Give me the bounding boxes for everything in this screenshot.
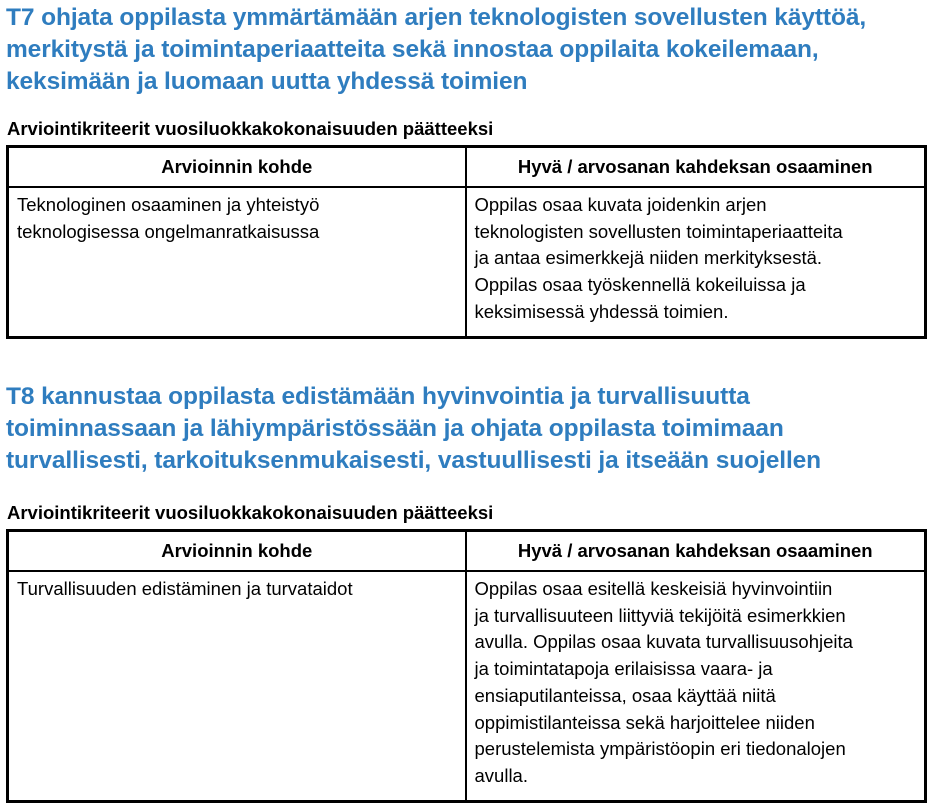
table-row [8, 571, 926, 801]
cell-line: perustelemista ympäristöopin eri tiedonalojen [474, 738, 846, 760]
cell-line: avulla. Oppilas osaa kuvata turvallisuusohjeita [474, 631, 853, 653]
cell-line: keksimisessä yhdessä toimien. [474, 300, 729, 322]
cell-line: Oppilas osaa kuvata joidenkin arjen [474, 194, 767, 215]
goal-heading-line: keksimään ja luomaan uutta yhdessä toimien [6, 68, 528, 95]
table-header-row [8, 531, 926, 572]
goal-heading-line: T8 kannustaa oppilasta edistämään hyvinvointia ja turvallisuutta [6, 383, 750, 410]
column-header-kohde: Arvioinnin kohde [8, 147, 466, 188]
cell-line: teknologisten sovellusten toimintaperiaatteita [474, 220, 843, 242]
cell-kohde [8, 571, 466, 801]
cell-osaaminen [466, 187, 926, 337]
cell-line: oppimistilanteissa sekä harjoittelee niiden [474, 711, 815, 733]
column-header-osaaminen: Hyvä / arvosanan kahdeksan osaaminen [466, 147, 926, 188]
cell-line: ja turvallisuuteen liittyviä tekijöitä esimerkkien [474, 604, 846, 626]
goal-section-t7 [0, 0, 929, 322]
goal-heading-line: toiminnassaan ja lähiympäristössään ja ohjata oppilasta toimimaan [6, 415, 784, 442]
cell-line: avulla. [474, 764, 528, 786]
cell-osaaminen [466, 571, 926, 801]
goal-heading-line: turvallisesti, tarkoituksenmukaisesti, vastuullisesti ja itseään suojellen [6, 447, 822, 474]
cell-line: Turvallisuuden edistäminen ja turvataidot [17, 578, 353, 599]
cell-line: ja antaa esimerkkejä niiden merkityksestä. [474, 247, 823, 269]
cell-kohde [8, 187, 466, 337]
goal-section-t8 [0, 381, 929, 786]
cell-line: Teknologinen osaaminen ja yhteistyö [17, 194, 320, 215]
criteria-caption-t7: Arviointikriteerit vuosiluokkakokonaisuuden päätteeksi [7, 118, 494, 139]
cell-line: Oppilas osaa esitellä keskeisiä hyvinvointiin [474, 578, 833, 599]
goal-heading-line: merkitystä ja toimintaperiaatteita sekä innostaa oppilaita kokeilemaan, [6, 36, 819, 63]
table-header-row [8, 147, 926, 188]
criteria-caption-t8: Arviointikriteerit vuosiluokkakokonaisuuden päätteeksi [7, 502, 494, 523]
cell-line: ja toimintatapoja erilaisissa vaara- ja [474, 658, 773, 680]
goal-heading-t8 [0, 381, 929, 477]
cell-line: teknologisessa ongelmanratkaisussa [17, 220, 320, 242]
goal-heading-t7 [0, 0, 929, 98]
column-header-kohde: Arvioinnin kohde [8, 531, 466, 572]
cell-line: Oppilas osaa työskennellä kokeiluissa ja [474, 274, 806, 296]
cell-line: ensiaputilanteissa, osaa käyttää niitä [474, 684, 776, 706]
column-header-osaaminen: Hyvä / arvosanan kahdeksan osaaminen [466, 531, 926, 572]
criteria-table-t7 [6, 145, 927, 339]
goal-heading-line: T7 ohjata oppilasta ymmärtämään arjen teknologisten sovellusten käyttöä, [6, 4, 867, 31]
criteria-table-t8 [6, 529, 927, 803]
table-row [8, 187, 926, 337]
